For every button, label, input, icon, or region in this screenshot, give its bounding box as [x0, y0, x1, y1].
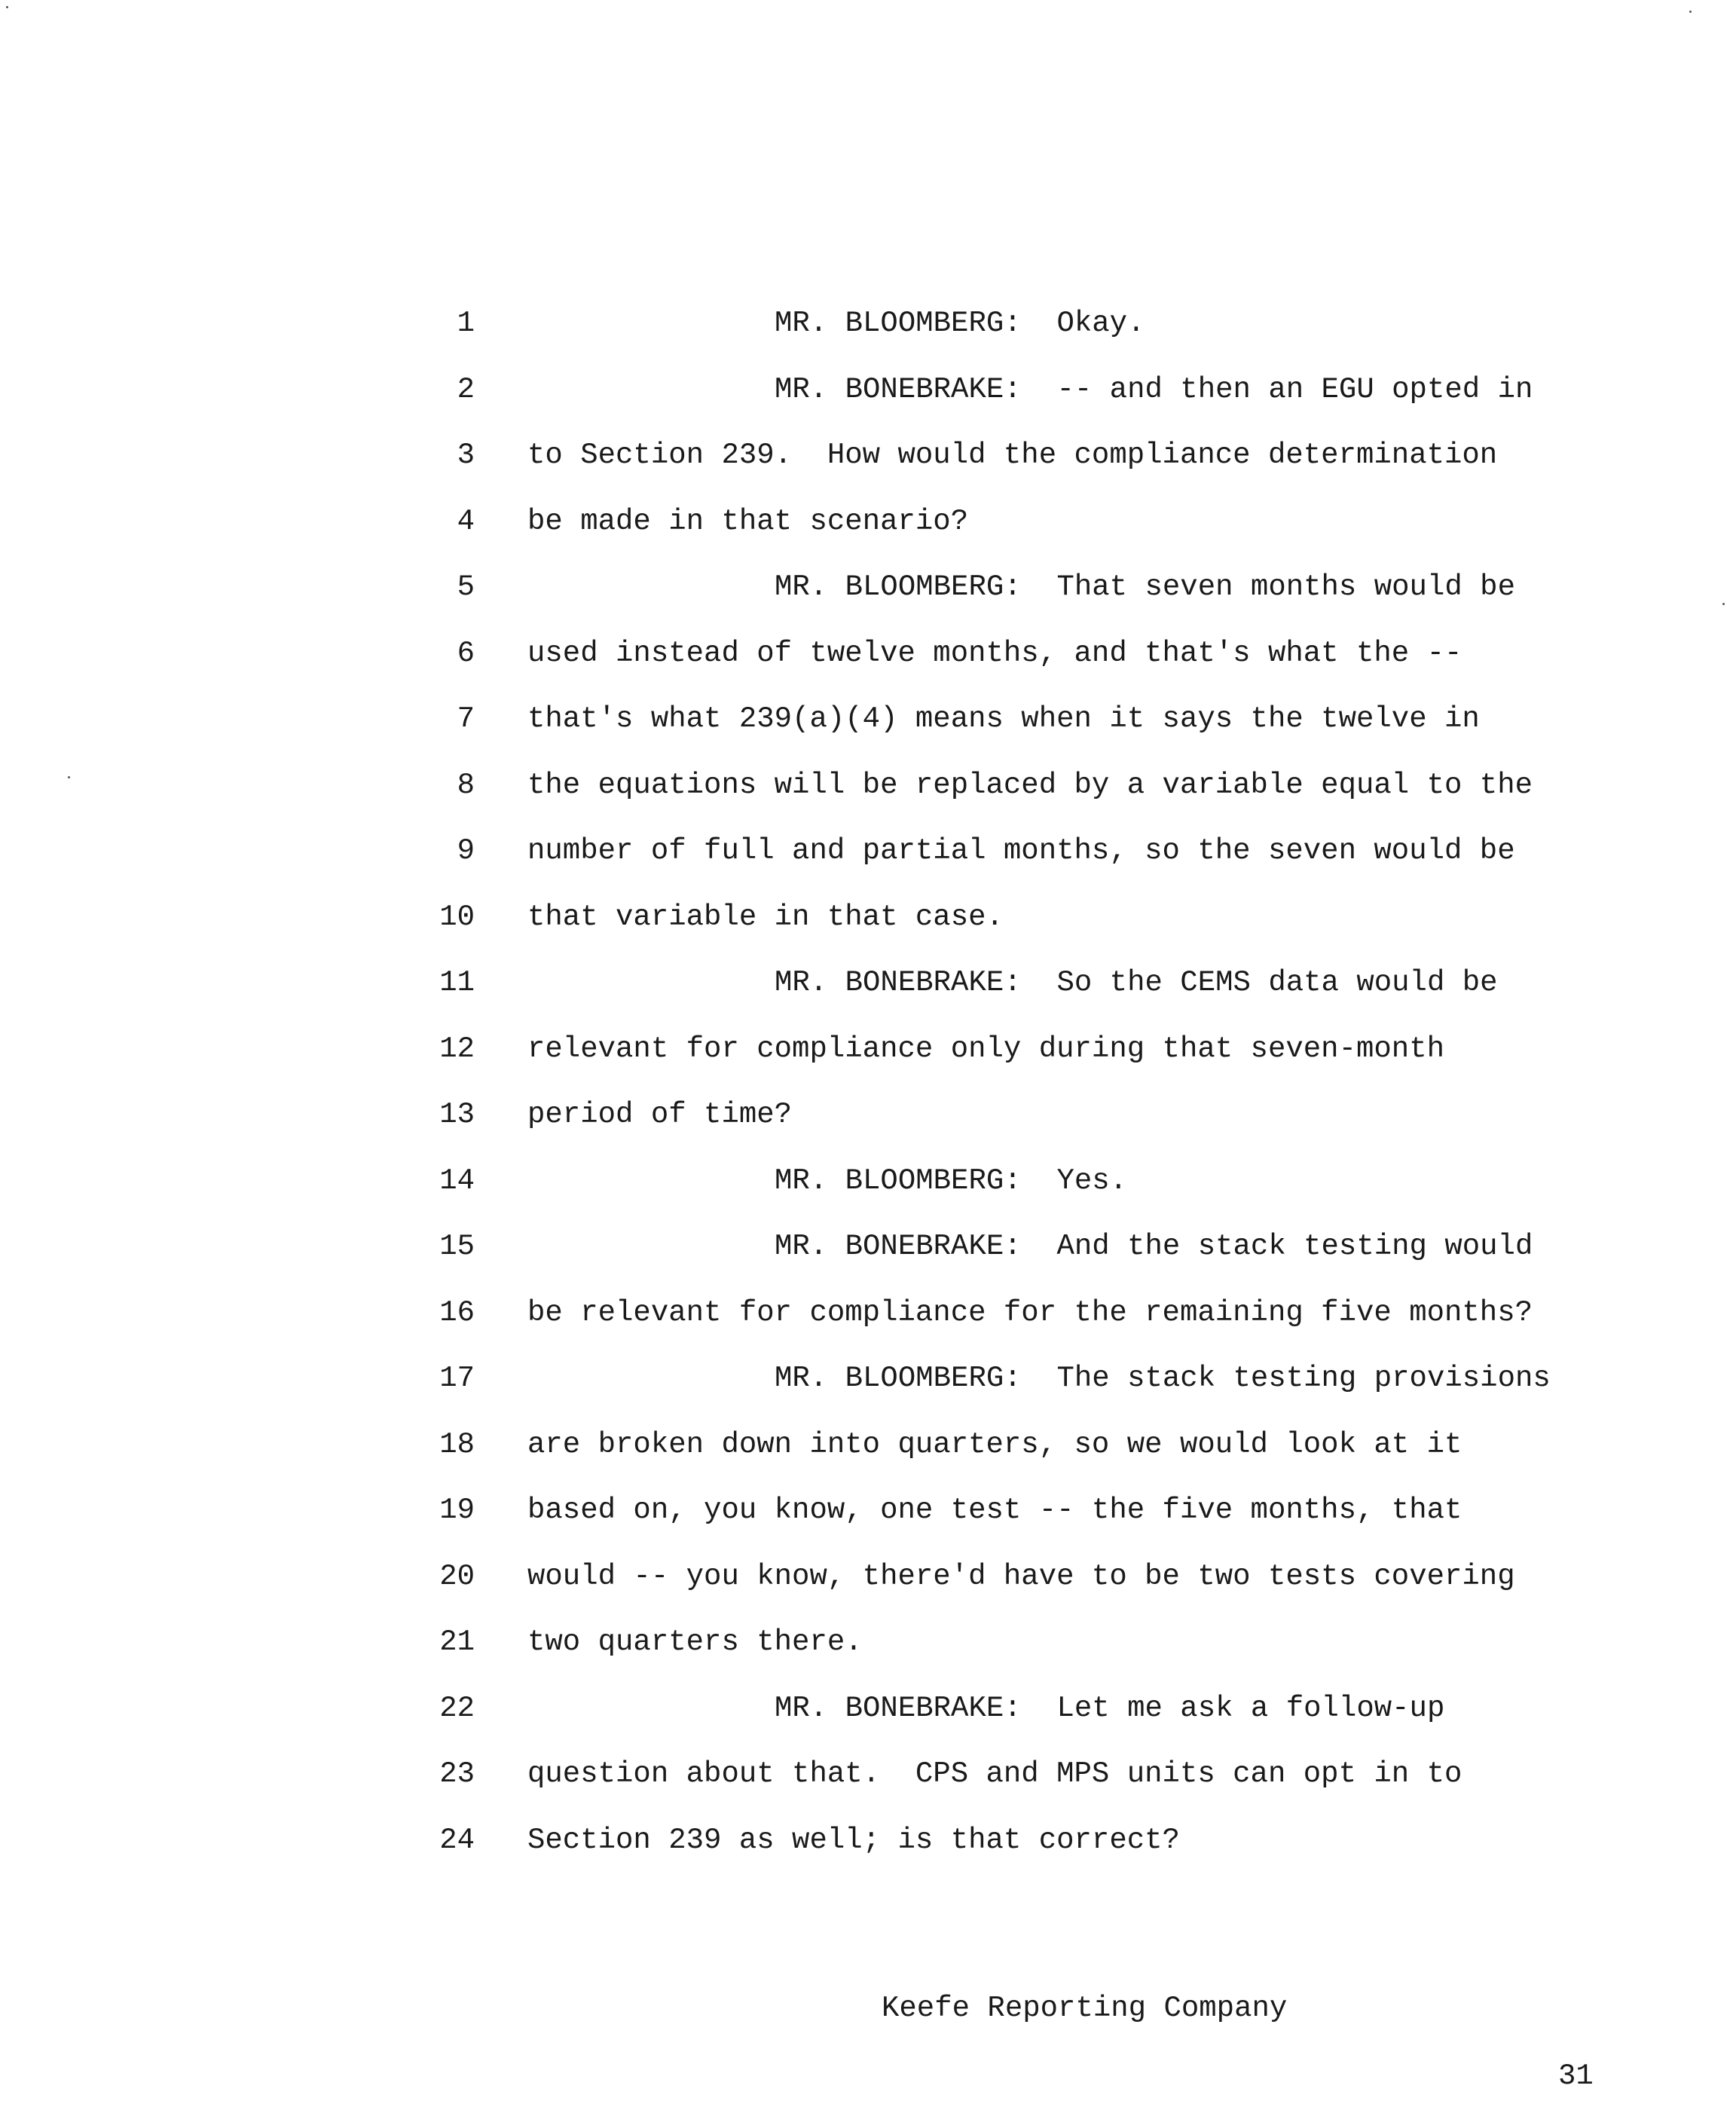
- scan-speck: [1722, 603, 1725, 605]
- spoken-text: would -- you know, there'd have to be two tests covering: [527, 1559, 1515, 1593]
- line-text: [527, 1280, 1533, 1346]
- line-number: 19: [439, 1494, 475, 1527]
- line-text: [527, 620, 1462, 687]
- scan-speck: [1689, 11, 1692, 13]
- spoken-text: based on, you know, one test -- the five months, that: [527, 1494, 1462, 1527]
- transcript-line: [0, 1148, 1736, 1214]
- spoken-text: that variable in that case.: [527, 900, 1004, 934]
- line-number: 13: [439, 1098, 475, 1131]
- speaker-name: MR. BONEBRAKE:: [775, 1230, 1022, 1263]
- speaker-turn: [775, 1148, 1127, 1214]
- line-number: 14: [439, 1164, 475, 1197]
- line-number: 9: [457, 834, 475, 867]
- transcript-line: [0, 1345, 1736, 1411]
- spoken-text: Yes.: [1056, 1164, 1128, 1197]
- speaker-name: MR. BONEBRAKE:: [775, 966, 1022, 999]
- transcript-line: [0, 1280, 1736, 1346]
- speaker-name: MR. BLOOMBERG:: [775, 307, 1022, 340]
- line-number: 20: [439, 1559, 475, 1593]
- spoken-text: question about that. CPS and MPS units can opt in to: [527, 1757, 1462, 1790]
- transcript-line: [0, 554, 1736, 620]
- line-number: 23: [439, 1757, 475, 1790]
- spoken-text: are broken down into quarters, so we would look at it: [527, 1427, 1462, 1461]
- transcript-line: [0, 1213, 1736, 1280]
- spoken-text: period of time?: [527, 1098, 793, 1131]
- transcript-line: [0, 686, 1736, 752]
- scan-speck: [68, 776, 70, 778]
- speaker-gap: [1022, 1692, 1057, 1725]
- spoken-text: the equations will be replaced by a variable equal to the: [527, 768, 1533, 802]
- line-number: 2: [457, 372, 475, 406]
- speaker-name: MR. BLOOMBERG:: [775, 570, 1022, 604]
- transcript-line: [0, 488, 1736, 555]
- page-footer: [0, 1907, 1736, 2093]
- transcript-line: [0, 752, 1736, 818]
- transcript-line: [0, 1741, 1736, 1807]
- transcript-line: [0, 1543, 1736, 1610]
- line-text: [527, 1411, 1462, 1478]
- line-number: 12: [439, 1032, 475, 1066]
- line-number: 6: [457, 636, 475, 670]
- scan-speck: [6, 6, 8, 8]
- line-text: [527, 1543, 1515, 1610]
- spoken-text: So the CEMS data would be: [1056, 966, 1498, 999]
- spoken-text: be made in that scenario?: [527, 504, 969, 538]
- line-number: 17: [439, 1362, 475, 1395]
- speaker-gap: [1022, 1164, 1057, 1197]
- line-number: 24: [439, 1823, 475, 1857]
- line-number: 16: [439, 1295, 475, 1329]
- line-number: 22: [439, 1691, 475, 1725]
- speaker-gap: [1022, 966, 1057, 999]
- reporter-name: Keefe Reporting Company: [882, 1992, 1288, 2025]
- transcript-line: [0, 290, 1736, 356]
- transcript-line: [0, 884, 1736, 950]
- speaker-gap: [1022, 1362, 1057, 1395]
- transcript-line: [0, 818, 1736, 884]
- page-number: 31: [1558, 2060, 1594, 2093]
- line-number: 4: [457, 504, 475, 538]
- speaker-turn: [775, 1675, 1444, 1742]
- line-text: [527, 686, 1480, 752]
- line-text: [527, 422, 1497, 488]
- transcript-line: [0, 422, 1736, 488]
- speaker-turn: [775, 1213, 1533, 1280]
- line-number: 10: [439, 900, 475, 934]
- line-text: [527, 1477, 1462, 1543]
- line-text: [527, 818, 1515, 884]
- speaker-gap: [1022, 1230, 1057, 1263]
- transcript-line: [0, 356, 1736, 423]
- line-number: 8: [457, 768, 475, 802]
- speaker-turn: [775, 554, 1515, 620]
- transcript-line: [0, 1016, 1736, 1082]
- spoken-text: to Section 239. How would the compliance determination: [527, 439, 1498, 472]
- line-text: [527, 1807, 1180, 1873]
- speaker-turn: [775, 290, 1145, 356]
- line-text: [527, 488, 968, 555]
- spoken-text: Section 239 as well; is that correct?: [527, 1823, 1180, 1857]
- transcript-line: [0, 620, 1736, 687]
- spoken-text: The stack testing provisions: [1056, 1362, 1551, 1395]
- speaker-turn: [775, 1345, 1551, 1411]
- speaker-gap: [1022, 570, 1057, 604]
- line-number: 18: [439, 1427, 475, 1461]
- spoken-text: that's what 239(a)(4) means when it says the twelve in: [527, 702, 1480, 735]
- transcript-line: [0, 1411, 1736, 1478]
- speaker-name: MR. BLOOMBERG:: [775, 1164, 1022, 1197]
- spoken-text: used instead of twelve months, and that's what the --: [527, 636, 1462, 670]
- line-number: 3: [457, 439, 475, 472]
- line-text: [527, 1016, 1444, 1082]
- spoken-text: Okay.: [1056, 307, 1145, 340]
- transcript-line: [0, 1609, 1736, 1675]
- transcript-line: [0, 1807, 1736, 1873]
- line-number: 15: [439, 1230, 475, 1263]
- speaker-gap: [1022, 307, 1057, 340]
- spoken-text: That seven months would be: [1056, 570, 1515, 604]
- line-text: [527, 1081, 792, 1148]
- spoken-text: two quarters there.: [527, 1625, 863, 1659]
- spoken-text: number of full and partial months, so the seven would be: [527, 834, 1515, 867]
- line-number: 7: [457, 702, 475, 735]
- transcript-line: [0, 950, 1736, 1016]
- line-number: 5: [457, 570, 475, 604]
- transcript-line: [0, 1675, 1736, 1742]
- line-number: 1: [457, 307, 475, 340]
- line-number: 21: [439, 1625, 475, 1659]
- speaker-turn: [775, 356, 1533, 423]
- line-text: [527, 1609, 863, 1675]
- transcript-line: [0, 1477, 1736, 1543]
- line-number: 11: [439, 966, 475, 999]
- line-text: [527, 1741, 1462, 1807]
- speaker-turn: [775, 950, 1498, 1016]
- speaker-name: MR. BLOOMBERG:: [775, 1362, 1022, 1395]
- speaker-name: MR. BONEBRAKE:: [775, 372, 1022, 406]
- spoken-text: Let me ask a follow-up: [1056, 1691, 1445, 1725]
- line-text: [527, 752, 1533, 818]
- spoken-text: -- and then an EGU opted in: [1056, 372, 1533, 406]
- transcript-line: [0, 1081, 1736, 1148]
- speaker-gap: [1022, 373, 1057, 406]
- speaker-name: MR. BONEBRAKE:: [775, 1691, 1022, 1725]
- spoken-text: And the stack testing would: [1056, 1230, 1533, 1263]
- line-text: [527, 884, 1004, 950]
- spoken-text: relevant for compliance only during that seven-month: [527, 1032, 1444, 1066]
- spoken-text: be relevant for compliance for the remaining five months?: [527, 1295, 1533, 1329]
